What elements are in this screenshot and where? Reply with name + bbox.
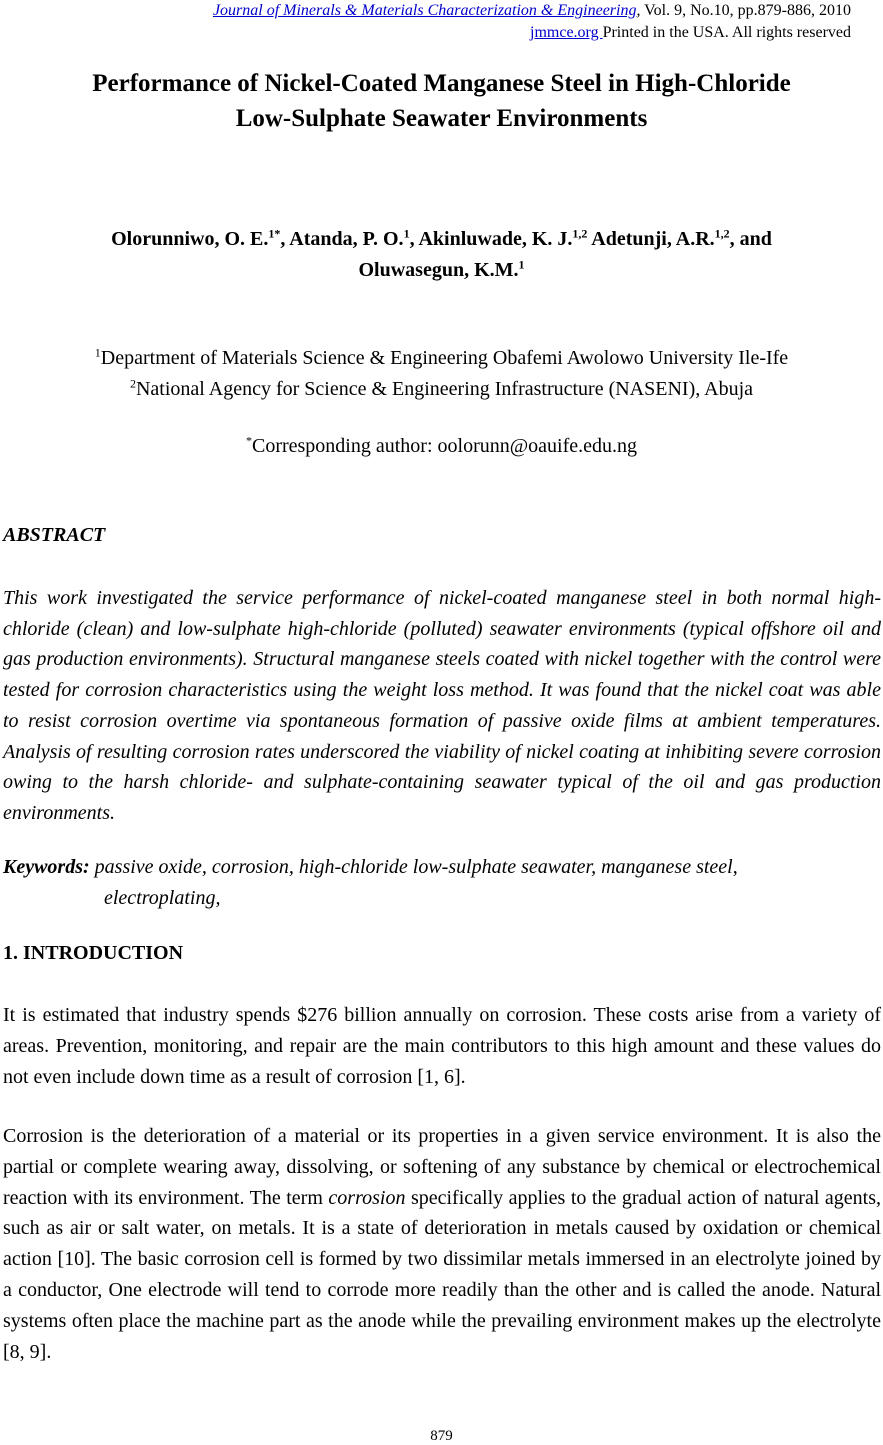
author-affil-sup: 1,2 [714,226,730,241]
author-affil-sup: 1 [518,257,525,272]
paragraph-text: specifically applies to the gradual action of natural agents, such as air or salt water, on metals. It is a state of deterioration in metals caused by oxidation or chemical action [10]. The basic corrosion cell is formed by two dissimilar metals immersed in an electrolyte joined by a conductor, One electrode will tend to corrode more readily than the other and is called the anode. Natural systems often place the machine part as the anode while the prevailing environment makes up the electrolyte [8, 9]. [3,1186,882,1363]
author-name: Adetunji, A.R. [587,228,715,250]
affiliation-2 [0,374,883,405]
site-link[interactable]: jmmce.org [530,24,603,41]
journal-citation-line [213,0,851,22]
affiliations [0,343,883,405]
journal-volume: , Vol. 9, No.10, pp.879-886, 2010 [636,2,851,19]
abstract-heading: ABSTRACT [3,524,106,546]
section-heading-introduction: 1. INTRODUCTION [3,942,184,964]
author-name: Oluwasegun, K.M. [358,259,519,281]
affiliation-text: Department of Materials Science & Engineering Obafemi Awolowo University Ile-Ife [100,347,789,369]
affiliation-1 [0,343,883,374]
keywords [3,852,881,914]
keywords-line-1 [3,852,881,883]
page-number: 879 [430,1428,453,1444]
paragraph-text: Corrosion is the deterioration of a material or its properties in a given service environment. It is also the partial or complete wearing away, dissolving, or softening of any substance by chemical or electrochemical reaction with its environment. The term [3,1125,881,1209]
affiliation-sup: 2 [129,376,136,391]
author-list [30,224,853,286]
intro-paragraph-1: It is estimated that industry spends $276 billion annually on corrosion. These costs arise from a variety of areas. Prevention, monitoring, and repair are the main contributors to this high amount and these values do not even include down time as a result of corrosion [1, 6]. [3,1004,881,1088]
keywords-text: passive oxide, corrosion, high-chloride low-sulphate seawater, manganese steel [89,856,733,878]
author-affil-sup: 1,2 [572,226,588,241]
title-line-2: Low-Sulphate Seawater Environments [235,105,648,132]
journal-header [213,0,851,44]
affiliation-sup: 1 [94,345,101,360]
authors-line-1 [30,224,853,255]
authors-line-2 [30,255,853,286]
title-line-1: Performance of Nickel-Coated Manganese Steel in High-Chloride [92,70,791,97]
author-name: , Atanda, P. O. [280,228,404,250]
author-separator: , and [729,228,772,250]
paper-title [0,66,883,136]
rights-text: Printed in the USA. All rights reserved [602,24,851,41]
author-affil-sup: 1* [268,226,281,241]
affiliation-text: National Agency for Science & Engineering Infrastructure (NASENI), Abuja [135,378,754,400]
author-name: Olorunniwo, O. E. [111,228,269,250]
italic-term: corrosion [328,1186,406,1209]
intro-paragraph-2 [3,1121,881,1367]
author-affil-sup: 1 [403,226,410,241]
author-name: , Akinluwade, K. J. [409,228,573,250]
corresponding-text: Corresponding author: oolorunn@oauife.edu.ng [251,435,637,457]
journal-link[interactable]: Journal of Minerals & Materials Characterization & Engineering [212,2,637,19]
corresponding-sup: * [245,433,252,448]
abstract-text: This work investigated the service performance of nickel-coated manganese steel in both normal high-chloride (clean) and low-sulphate high-chloride (polluted) seawater environments (typical offshore oil and gas production environments). Structural manganese steels coated with nickel together with the control were tested for corrosion characteristics using the weight loss method. It was found that the nickel coat was able to resist corrosion overtime via spontaneous formation of passive oxide films at ambient temperatures. Analysis of resulting corrosion rates underscored the viability of nickel coating at inhibiting severe corrosion owing to the harsh chloride- and sulphate-containing seawater typical of the oil and gas production environments. [3,587,881,824]
keywords-comma: , [732,856,738,878]
keywords-label: Keywords: [3,856,90,878]
rights-line [213,22,851,44]
keywords-line-2: electroplating, [104,887,221,909]
corresponding-author [0,432,883,460]
